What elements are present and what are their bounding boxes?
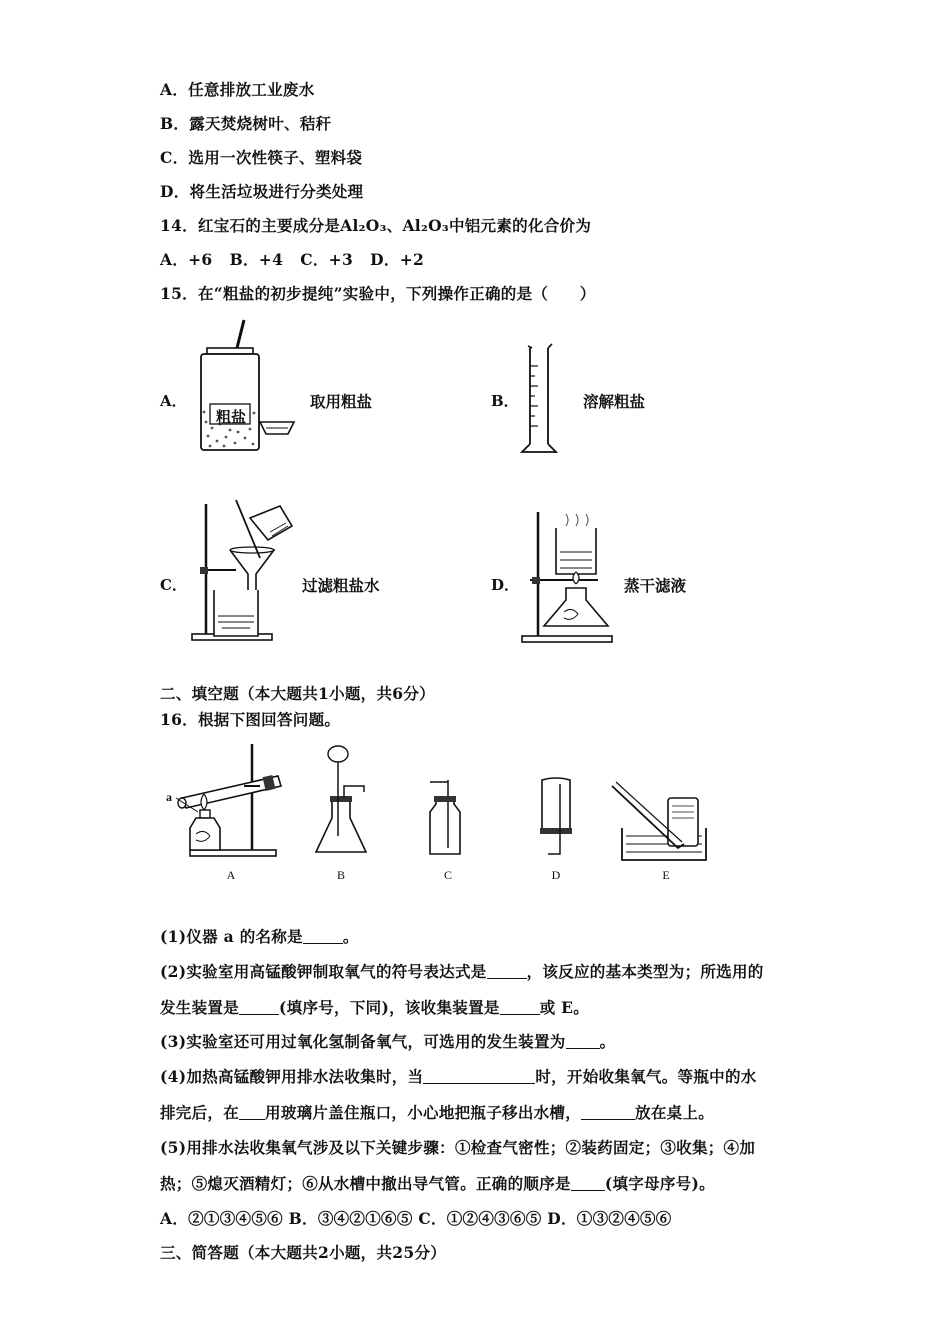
caption-b: B [336, 868, 345, 882]
caption-e: E [662, 868, 670, 882]
q15-figure-c [188, 496, 308, 644]
q15-option-b-letter: B． [491, 392, 519, 410]
q16-part-2-line-1: (2)实验室用高锰酸钾制取氧气的符号表达式是 ，该反应的基本类型为；所选用的 [160, 962, 764, 981]
q16-part-3: (3)实验室还可用过氧化氢制备氧气，可选用的发生装置为 。 [160, 1032, 616, 1051]
apparatus-e [612, 782, 706, 860]
q15-figure-d [516, 508, 616, 644]
jar-label-text: 粗盐 [215, 408, 246, 426]
q15-figure-b [516, 340, 566, 458]
section-3-title: 三、简答题（本大题共2小题，共25分） [160, 1243, 447, 1262]
q16-part-4-line-1: (4)加热高锰酸钾用排水法收集时，当 时，开始收集氧气。等瓶中的水 [160, 1067, 757, 1086]
section-2-title: 二、填空题（本大题共1小题，共6分） [160, 684, 435, 703]
q16-part-5-line-2: 热；⑤熄灭酒精灯；⑥从水槽中撤出导气管。正确的顺序是 (填字母序号)。 [160, 1174, 715, 1193]
q13-option-d: D．将生活垃圾进行分类处理 [160, 182, 364, 201]
q14-options: A．+6 B．+4 C．+3 D．+2 [160, 250, 425, 269]
q15-option-a-letter: A． [160, 392, 187, 410]
apparatus-c [430, 780, 460, 854]
caption-a: A [226, 868, 236, 882]
q16-apparatus-figure [160, 740, 720, 866]
q13-option-c: C．选用一次性筷子、塑料袋 [160, 148, 363, 167]
q14-stem: 14．红宝石的主要成分是Al₂O₃、Al₂O₃中铝元素的化合价为 [160, 216, 592, 235]
q15-option-d-letter: D． [491, 576, 520, 594]
caption-c: C [443, 868, 452, 882]
q16-part-2-line-2: 发生装置是 (填序号，下同)，该收集装置是 或 E。 [160, 998, 590, 1017]
q15-option-d-label: 蒸干滤液 [624, 576, 687, 595]
q16-part-1: (1)仪器 a 的名称是 。 [160, 927, 359, 946]
q15-stem: 15．在“粗盐的初步提纯”实验中，下列操作正确的是（ ） [160, 284, 596, 303]
q15-option-b-label: 溶解粗盐 [583, 392, 646, 411]
apparatus-a [176, 744, 281, 856]
q16-part-4-line-2: 排完后，在 用玻璃片盖住瓶口，小心地把瓶子移出水槽， 放在桌上。 [160, 1103, 715, 1122]
apparatus-b [316, 746, 366, 852]
q15-option-c-label: 过滤粗盐水 [302, 576, 380, 595]
q16-part-5-line-1: (5)用排水法收集氧气涉及以下关键步骤：①检查气密性；②装药固定；③收集；④加 [160, 1138, 756, 1157]
q15-option-c-letter: C． [160, 576, 187, 594]
label-a: a [166, 790, 172, 804]
q16-part-5-options: A．②①③④⑤⑥ B．③④②①⑥⑤ C．①②④③⑥⑤ D．①③②④⑤⑥ [160, 1209, 672, 1228]
q13-option-b: B．露天焚烧树叶、秸秆 [160, 114, 332, 133]
q16-stem: 16．根据下图回答问题。 [160, 710, 341, 729]
q13-option-a: A．任意排放工业废水 [160, 80, 315, 99]
q15-figure-a [190, 318, 310, 456]
q15-option-a-label: 取用粗盐 [310, 392, 373, 411]
caption-d: D [551, 868, 561, 882]
apparatus-d [540, 778, 572, 854]
